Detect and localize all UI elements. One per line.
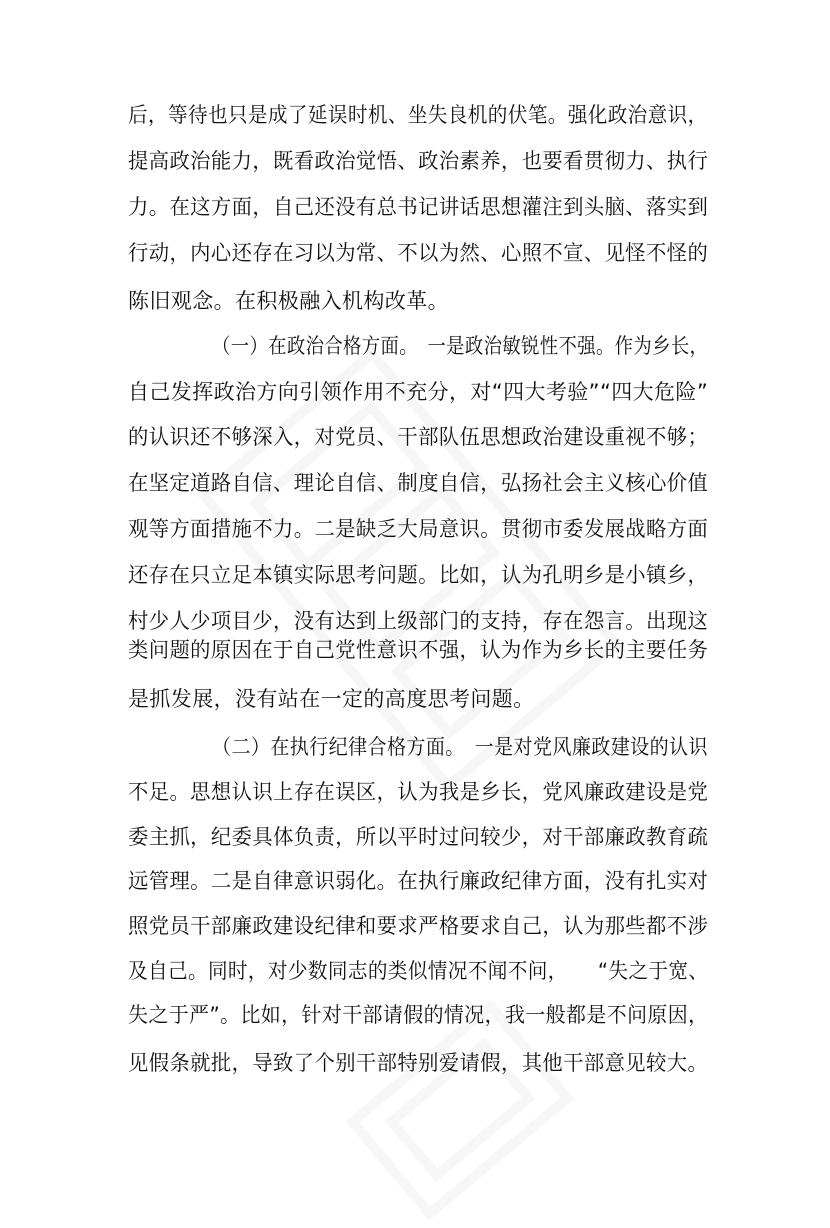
text-line-12: 村少人少项目少，没有达到上级部门的支持，存在怨言。出现这 — [128, 609, 709, 633]
text-line-10: 观等方面措施不力。二是缺乏大局意识。贯彻市委发展战略方面 — [128, 517, 709, 541]
text-line-5: 陈旧观念。在积极融入机构改革。 — [128, 289, 449, 313]
text-line-14: 是抓发展，没有站在一定的高度思考问题。 — [128, 687, 535, 711]
text-line-9: 在坚定道路自信、理论自信、制度自信，弘扬社会主义核心价值 — [128, 471, 709, 495]
text-line-20: 及自己。同时，对少数同志的类似情况不闻不问， “失之于宽、 — [128, 959, 709, 983]
text-line-19: 照党员干部廉政建设纪律和要求严格要求自己，认为那些都不涉 — [128, 914, 709, 938]
text-line-21: 失之于严”。比如，针对干部请假的情况，我一般都是不问原因， — [128, 1003, 709, 1027]
text-line-17: 委主抓，纪委具体负责，所以平时过问较少，对干部廉政教育疏 — [128, 825, 709, 849]
text-line-2: 提高政治能力，既看政治觉悟、政治素养，也要看贯彻力、执行 — [128, 149, 709, 173]
text-line-16: 不足。思想认识上存在误区，认为我是乡长，党风廉政建设是党 — [128, 780, 709, 804]
text-line-8: 的认识还不够深入，对党员、干部队伍思想政治建设重视不够； — [128, 425, 709, 449]
text-line-11: 还存在只立足本镇实际思考问题。比如，认为孔明乡是小镇乡， — [128, 563, 709, 587]
section-heading-2: （二）在执行纪律合格方面。 一是对党风廉政建设的认识 — [212, 735, 708, 759]
text-line-22: 见假条就批，导致了个别干部特别爱请假，其他干部意见较大。 — [128, 1051, 709, 1075]
text-line-7: 自己发挥政治方向引领作用不充分，对“四大考验”“四大危险” — [128, 380, 709, 404]
section-heading-1: （一）在政治合格方面。 一是政治敏锐性不强。作为乡长， — [212, 334, 709, 358]
text-line-13: 类问题的原因在于自己党性意识不强，认为作为乡长的主要任务 — [128, 638, 709, 662]
text-line-18: 远管理。二是自律意识弱化。在执行廉政纪律方面，没有扎实对 — [128, 869, 709, 893]
text-line-4: 行动，内心还存在习以为常、不以为然、心照不宣、见怪不怪的 — [128, 241, 709, 265]
text-line-1: 后，等待也只是成了延误时机、坐失良机的伏笔。强化政治意识， — [128, 103, 708, 127]
text-line-3: 力。在这方面，自己还没有总书记讲话思想灌注到头脑、落实到 — [128, 195, 709, 219]
